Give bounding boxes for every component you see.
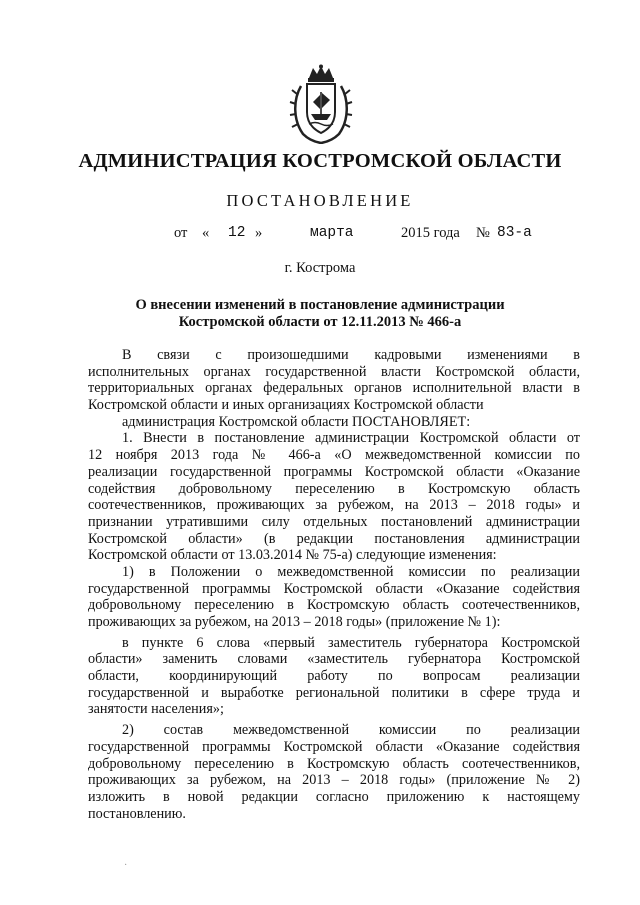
coat-of-arms-icon	[289, 64, 353, 144]
document-type: ПОСТАНОВЛЕНИЕ	[226, 191, 414, 210]
body-line: проживающих за рубежом, на 2013 – 2018 годы» (приложение № 2)	[88, 772, 580, 789]
body-line: признании утратившими силу отдельных постановлений администрации	[88, 513, 580, 530]
title-line: О внесении изменений в постановление администрации	[135, 297, 505, 313]
body-line: Костромской области от 13.03.2014 № 75-а) следующие изменения:	[88, 547, 497, 564]
date-prefix: от	[174, 225, 188, 241]
body-line: 1. Внести в постановление администрации Костромской области от	[122, 430, 580, 447]
body-line: занятости населения»;	[88, 701, 224, 718]
body-line: области, координирующий работу по вопросам реализации	[88, 668, 580, 685]
body-line: государственной программы Костромской области «Оказание содействия	[88, 580, 580, 597]
city-name: г. Кострома	[284, 260, 356, 276]
document-number: 83-а	[497, 225, 532, 241]
body-line: исполнительных органах государственной власти Костромской области,	[88, 363, 580, 380]
body-line: постановлению.	[88, 805, 186, 822]
body-line: реализации государственной программы Костромской области «Оказание	[88, 463, 580, 480]
date-month: марта	[310, 225, 354, 241]
body-line: Костромской области и иных организациях Костромской области	[88, 397, 484, 414]
body-line: проживающих за рубежом, на 2013 – 2018 годы» (приложение № 1):	[88, 614, 501, 630]
body-line: добровольному переселению в Костромскую область соотечественников,	[88, 597, 580, 614]
body-line: администрация Костромской области ПОСТАНОВЛЯЕТ:	[122, 413, 471, 430]
body-line: области» заменить словами «заместитель губернатора Костромской	[88, 651, 580, 668]
date-year: 2015 года	[401, 225, 460, 241]
organization-name: АДМИНИСТРАЦИЯ КОСТРОМСКОЙ ОБЛАСТИ	[78, 150, 562, 172]
scan-speck: ·	[124, 860, 128, 871]
date-day: 12	[228, 225, 246, 241]
body-line: изложить в новой редакции согласно приложению к настоящему	[88, 788, 580, 805]
body-line: 1) в Положении о межведомственной комиссии по реализации	[122, 563, 580, 580]
date-close-quote: »	[255, 225, 263, 241]
body-line: 2) состав межведомственной комиссии по реализации	[122, 722, 580, 739]
body-line: Костромской области» (в редакции постановления администрации	[88, 530, 580, 547]
body-line: в пункте 6 слова «первый заместитель губернатора Костромской	[122, 634, 580, 651]
title-line: Костромской области от 12.11.2013 № 466-а	[178, 314, 462, 330]
document-body	[88, 347, 580, 822]
date-open-quote: «	[202, 225, 210, 241]
number-sign: №	[476, 225, 490, 241]
body-line: соотечественников, проживающих за рубежом, на 2013 – 2018 годы» и	[88, 497, 580, 514]
date-line	[0, 225, 640, 247]
body-line: государственной программы Костромской области «Оказание содействия	[88, 738, 580, 755]
body-line: В связи с произошедшими кадровыми изменениями в	[122, 347, 580, 363]
body-line: добровольному переселению в Костромскую область соотечественников,	[88, 755, 580, 772]
body-line: территориальных органах федеральных органов исполнительной власти в	[88, 380, 580, 397]
body-line: содействия добровольному переселению в Костромскую область	[88, 480, 580, 497]
body-line: 12 ноября 2013 года № 466-а «О межведомственной комиссии по	[88, 447, 580, 464]
document-title	[90, 297, 550, 331]
body-line: государственной и выработке региональной политики в сфере труда и	[88, 684, 580, 701]
